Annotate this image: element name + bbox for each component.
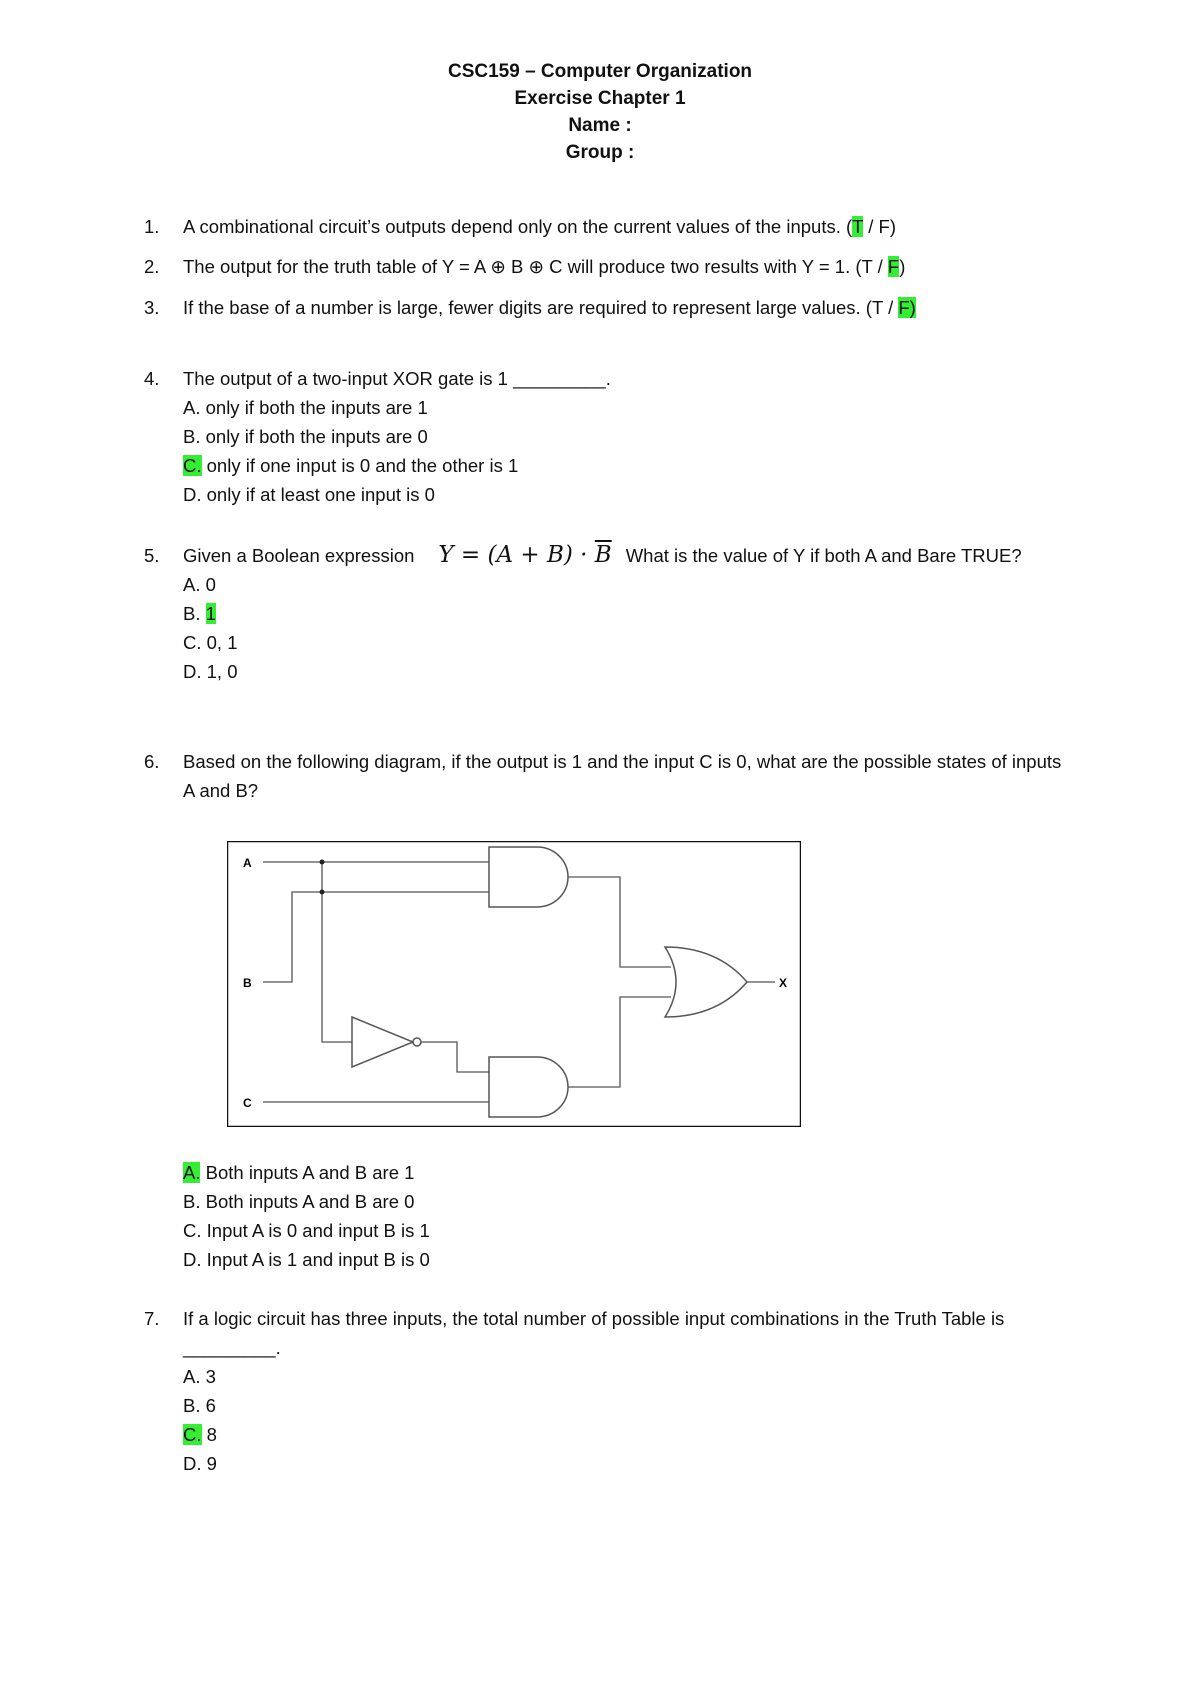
boolean-expression: $Y = (A + B) \cdot \overline{B}$ [438,542,612,568]
output-label-x: X [779,976,788,990]
option-c: C. 8 [183,1424,217,1445]
question-text: The output for the truth table of Y = A ⊕ B ⊕ C will produce two results with Y = 1. (T / [183,256,888,277]
option-b: B. Both inputs A and B are 0 [183,1191,415,1212]
question-number: 1. [144,216,160,237]
exercise-title: Exercise Chapter 1 [514,88,686,109]
question-text-end: ) [899,256,906,277]
question-3 [144,293,1063,322]
question-number: 7. [144,1308,160,1329]
question-text: The output of a two-input XOR gate is 1 _________. [183,368,611,389]
option-a: A. 0 [183,574,216,595]
highlighted-answer: A. [183,1162,201,1183]
question-number: 5. [144,545,160,566]
highlighted-answer: C. [183,455,202,476]
not-gate-bubble [413,1038,421,1046]
option-a: A. only if both the inputs are 1 [183,397,428,418]
question-1 [144,212,1063,241]
junction-dot [320,890,325,895]
option-b: B. 1 [183,603,216,624]
question-6-options [183,1158,1063,1274]
question-7 [144,1304,1063,1478]
highlighted-answer: 1 [205,603,216,624]
question-number: 3. [144,297,160,318]
and-gate-upper [489,847,568,907]
highlighted-answer: F [887,256,900,277]
question-number: 4. [144,368,160,389]
question-text-end: / F) [863,216,897,237]
option-c: C. 0, 1 [183,632,238,653]
junction-dot [320,860,325,865]
question-text: Based on the following diagram, if the output is 1 and the input C is 0, what are the possible states of inputs A and B? [183,751,1062,801]
course-title: CSC159 – Computer Organization [447,61,753,82]
question-2 [144,252,1063,281]
option-d: D. 9 [183,1453,217,1474]
highlighted-answer: F) [898,297,916,318]
question-text: Given a Boolean expression $Y = (A + B) \cdot \overline{B}$ What is the value of Y if both A and Bare TRUE? [183,542,1022,568]
input-label-c: C [243,1096,252,1110]
group-label: Group : [565,142,635,163]
logic-circuit-diagram [227,841,801,1127]
option-c: C. Input A is 0 and input B is 1 [183,1220,430,1241]
and-gate-lower [489,1057,568,1117]
question-text: If a logic circuit has three inputs, the total number of possible input combinations in the Truth Table is _________. [183,1308,1005,1358]
input-label-b: B [243,976,252,990]
highlighted-answer: T [852,216,864,237]
option-d: D. Input A is 1 and input B is 0 [183,1249,430,1270]
option-a: A. Both inputs A and B are 1 [183,1162,415,1183]
option-b: B. 6 [183,1395,216,1416]
option-d: D. 1, 0 [183,661,238,682]
question-6 [144,747,1063,805]
question-5 [144,541,1063,686]
input-label-a: A [243,856,252,870]
option-a: A. 3 [183,1366,216,1387]
option-b: B. only if both the inputs are 0 [183,426,428,447]
question-number: 2. [144,256,160,277]
question-text: If the base of a number is large, fewer digits are required to represent large values. (T / [183,297,899,318]
name-label: Name : [568,115,632,136]
question-text: A combinational circuit’s outputs depend only on the current values of the inputs. ( [183,216,853,237]
option-c: C. only if one input is 0 and the other is 1 [183,455,519,476]
highlighted-answer: C. [183,1424,202,1445]
question-4 [144,364,1063,509]
document-header [0,58,1200,166]
question-number: 6. [144,751,160,772]
option-d: D. only if at least one input is 0 [183,484,435,505]
